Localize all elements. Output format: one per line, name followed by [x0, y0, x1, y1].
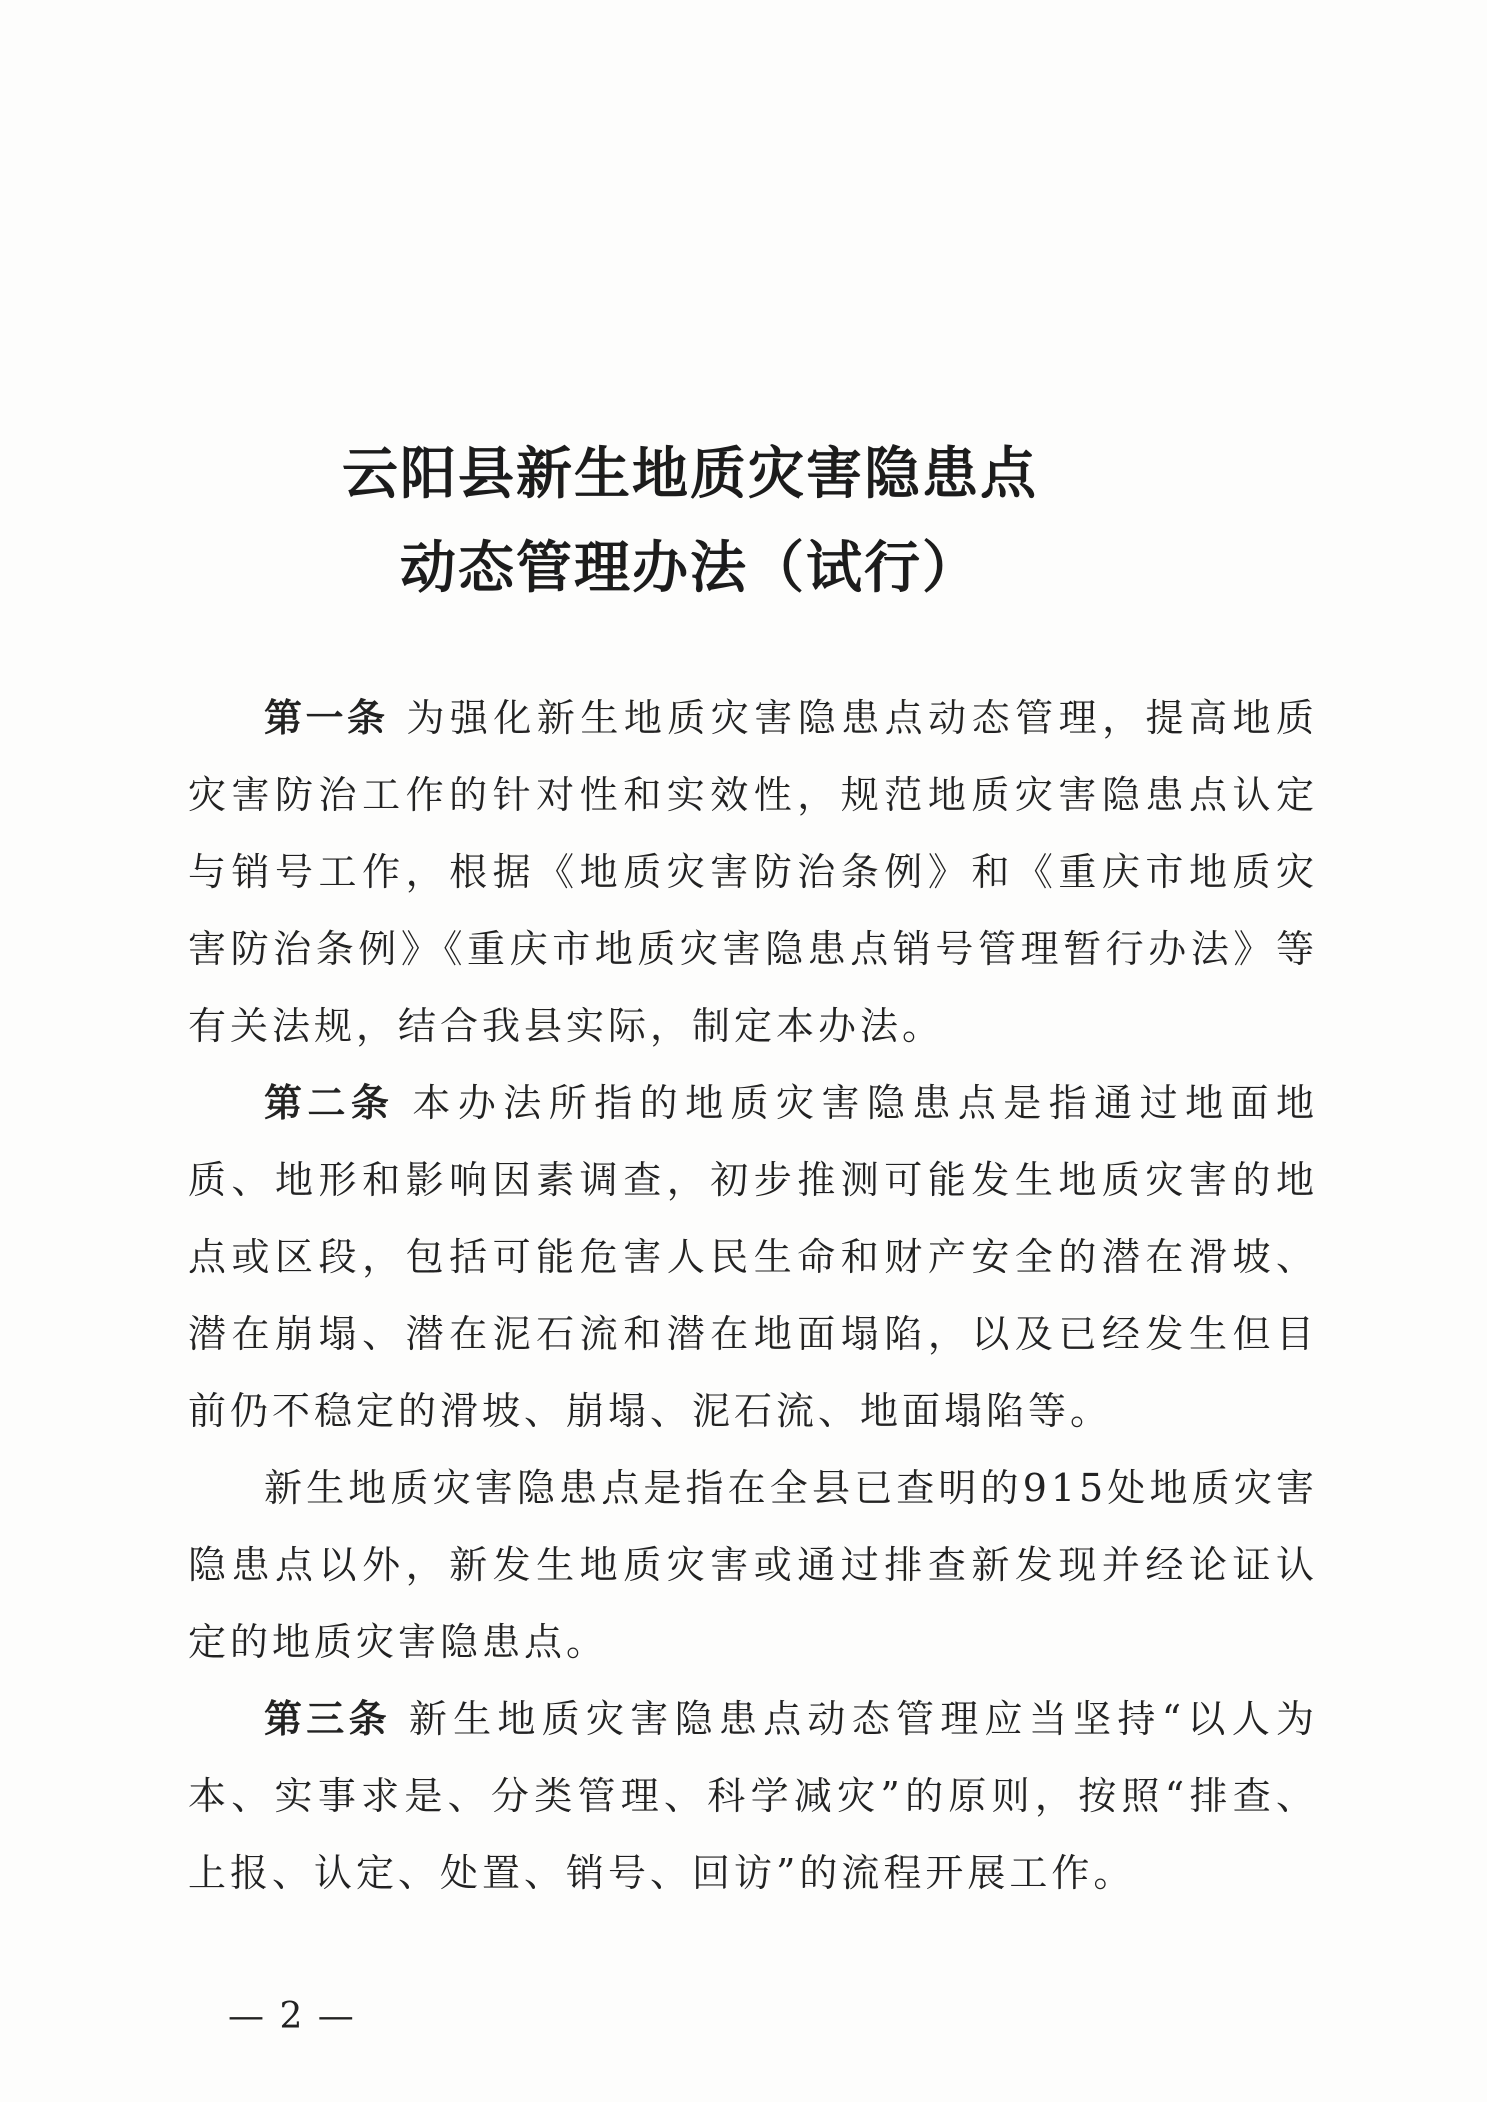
- document-title-line-1: 云阳县新生地质灾害隐患点: [342, 442, 1038, 507]
- article-2-number: 第二条: [264, 1081, 395, 1125]
- article-1-text: 为强化新生地质灾害隐患点动态管理，提高地质灾害防治工作的针对性和实效性，规范地质灾害隐患点认定与销号工作，根据《地质灾害防治条例》和《重庆市地质灾害防治条例》《重庆市地质灾害隐患点销号管理暂行办法》等有关法规，结合我县实际，制定本办法。: [188, 696, 1318, 1048]
- document-body: [188, 680, 1318, 1912]
- article-2-paragraph: [188, 1065, 1318, 1450]
- article-2-continuation-text: 新生地质灾害隐患点是指在全县已查明的915处地质灾害隐患点以外，新发生地质灾害或通过排查新发现并经论证认定的地质灾害隐患点。: [188, 1466, 1318, 1664]
- page-number: — 2 —: [228, 1996, 356, 2037]
- article-3-text: 新生地质灾害隐患点动态管理应当坚持“以人为本、实事求是、分类管理、科学减灾”的原则，按照“排查、上报、认定、处置、销号、回访”的流程开展工作。: [188, 1697, 1318, 1895]
- article-1-paragraph: [188, 680, 1318, 1065]
- article-2-text: 本办法所指的地质灾害隐患点是指通过地面地质、地形和影响因素调查，初步推测可能发生地质灾害的地点或区段，包括可能危害人民生命和财产安全的潜在滑坡、潜在崩塌、潜在泥石流和潜在地面塌陷，以及已经发生但目前仍不稳定的滑坡、崩塌、泥石流、地面塌陷等。: [188, 1081, 1318, 1433]
- article-3-number: 第三条: [264, 1697, 391, 1741]
- article-1-number: 第一条: [264, 696, 389, 740]
- document-title-line-2: 动态管理办法（试行）: [400, 536, 980, 601]
- article-2-continuation-paragraph: [188, 1450, 1318, 1681]
- article-3-paragraph: [188, 1681, 1318, 1912]
